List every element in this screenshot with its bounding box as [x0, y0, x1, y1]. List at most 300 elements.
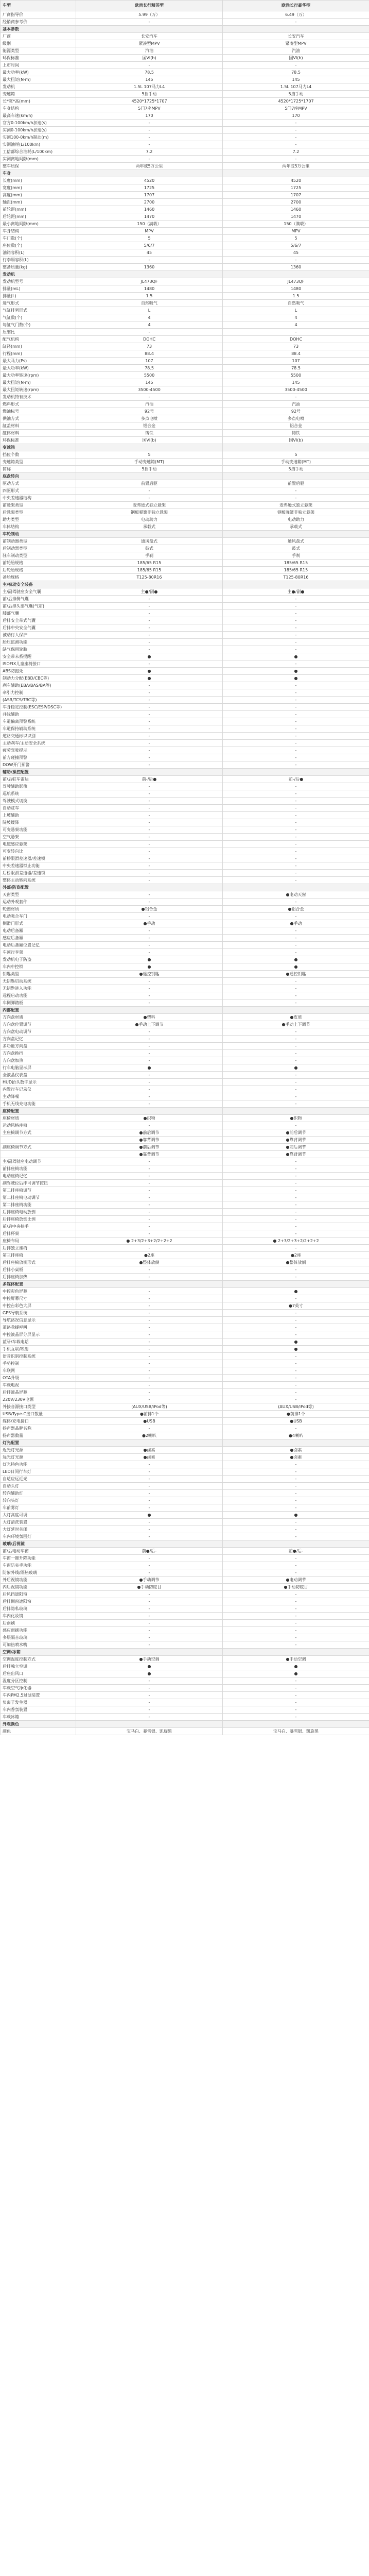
model-1-value-cell: -	[76, 257, 223, 264]
model-2-value-cell: -	[223, 985, 369, 992]
model-1-value-cell	[76, 26, 223, 33]
table-row	[1, 293, 369, 300]
model-1-value-cell: -	[76, 1317, 223, 1324]
model-1-value-cell: ●卤素	[76, 1447, 223, 1454]
spec-label-cell: 远程启动功能	[1, 992, 76, 999]
model-2-value-cell: 前-/后●	[223, 776, 369, 783]
spec-label-cell: 车联网	[1, 1367, 76, 1375]
model-1-value-cell: -	[76, 790, 223, 798]
model-1-value-cell: 1725	[76, 184, 223, 192]
model-1-value-cell: -	[76, 1266, 223, 1274]
table-row	[1, 466, 369, 473]
spec-label-cell: 行李厢容积(L)	[1, 257, 76, 264]
model-2-value-cell: -	[223, 812, 369, 819]
table-row	[1, 992, 369, 999]
model-2-value-cell: 78.5	[223, 69, 369, 76]
spec-label-cell: 前轮距(mm)	[1, 206, 76, 213]
spec-label-cell: 可变悬架功能	[1, 826, 76, 834]
model-1-value-cell: ●手动调节	[76, 1577, 223, 1584]
model-1-value-cell: -	[76, 596, 223, 603]
table-row	[1, 1310, 369, 1317]
model-2-value-cell: -	[223, 624, 369, 632]
spec-label-cell: 手机无线充电功能	[1, 1100, 76, 1108]
model-1-value-cell: -	[76, 1519, 223, 1526]
model-2-value-cell: ●USB	[223, 1418, 369, 1425]
model-1-value-cell: 1480	[76, 285, 223, 293]
table-row	[1, 1367, 369, 1375]
model-2-value-cell: 4	[223, 314, 369, 321]
table-row	[1, 1353, 369, 1360]
table-row	[1, 1620, 369, 1627]
table-row	[1, 560, 369, 567]
table-row	[1, 1295, 369, 1302]
table-row	[1, 509, 369, 516]
spec-label-cell: 座位数(个)	[1, 242, 76, 249]
model-1-value-cell: -	[76, 19, 223, 26]
table-row	[1, 855, 369, 862]
table-row	[1, 1699, 369, 1706]
model-1-value-cell: -	[76, 1324, 223, 1331]
model-2-value-cell: MPV	[223, 228, 369, 235]
table-row	[1, 62, 369, 69]
section-header-row	[1, 1108, 369, 1115]
model-2-value-cell: 88.4	[223, 350, 369, 358]
model-1-value-cell	[76, 1108, 223, 1115]
model-1-value-cell: -	[76, 1187, 223, 1194]
model-2-value-cell: -	[223, 120, 369, 127]
spec-label-cell: 中央差速器结构	[1, 495, 76, 502]
model-2-value-cell	[223, 531, 369, 538]
spec-label-cell: 巡航系统	[1, 790, 76, 798]
spec-label-cell: 中控屏幕尺寸	[1, 1295, 76, 1302]
spec-label-cell: 灯光特色功能	[1, 1461, 76, 1468]
model-2-value-cell: -	[223, 1317, 369, 1324]
spec-label-cell: HUD抬头数字显示	[1, 1079, 76, 1086]
model-1-value-cell: -	[76, 935, 223, 942]
model-2-value-cell: -	[223, 1079, 369, 1086]
model-1-value-cell: -	[76, 740, 223, 747]
table-row	[1, 1389, 369, 1396]
table-row	[1, 675, 369, 682]
table-row	[1, 812, 369, 819]
model-2-value-cell: 4520	[223, 177, 369, 184]
model-1-value-cell	[76, 170, 223, 177]
spec-label-cell: 中控彩色屏幕	[1, 1288, 76, 1295]
spec-label-cell: 外后视镜功能	[1, 1577, 76, 1584]
table-row	[1, 1324, 369, 1331]
model-2-value-cell: -	[223, 596, 369, 603]
table-row	[1, 1050, 369, 1057]
model-2-value-cell: ●电动调节	[223, 1577, 369, 1584]
spec-label-cell: 车载空气净化器	[1, 1685, 76, 1692]
table-row	[1, 91, 369, 98]
table-row	[1, 350, 369, 358]
model-1-value-cell: -	[76, 1331, 223, 1338]
spec-label-cell: 排量(mL)	[1, 285, 76, 293]
model-1-value-cell: -	[76, 783, 223, 790]
table-row	[1, 408, 369, 415]
table-row	[1, 213, 369, 221]
table-row	[1, 1418, 369, 1425]
table-row	[1, 184, 369, 192]
section-header-row	[1, 1439, 369, 1447]
model-1-value-cell	[76, 1649, 223, 1656]
model-1-value-cell: -	[76, 1382, 223, 1389]
model-1-value-cell: 钢板弹簧非独立悬架	[76, 509, 223, 516]
section-header-row	[1, 444, 369, 451]
table-row	[1, 610, 369, 617]
model-2-value-cell: -	[223, 1389, 369, 1396]
spec-label-cell: 语音识别控制系统	[1, 1353, 76, 1360]
table-row	[1, 1714, 369, 1721]
section-title: 发动机	[1, 271, 76, 278]
model-2-value-cell: -	[223, 718, 369, 725]
spec-label-cell: 缸盖材料	[1, 422, 76, 430]
spec-label-cell: 近光灯光源	[1, 1447, 76, 1454]
model-2-value-cell: -	[223, 1613, 369, 1620]
table-row	[1, 372, 369, 379]
model-1-value-cell: ●织物	[76, 1115, 223, 1122]
model-1-value-cell: -	[76, 855, 223, 862]
model-1-value-cell: 1470	[76, 213, 223, 221]
section-header-row	[1, 1721, 369, 1728]
model-1-value-cell: ●	[76, 653, 223, 660]
model-1-value-cell: -	[76, 1353, 223, 1360]
model-2-value-cell: 通风盘式	[223, 538, 369, 545]
model-2-value-cell: -	[223, 603, 369, 610]
spec-label-cell: 压缩比	[1, 329, 76, 336]
model-1-value-cell: 两年或5万公里	[76, 163, 223, 170]
spec-label-cell	[1, 1137, 76, 1144]
table-row	[1, 1605, 369, 1613]
model-1-value-cell: -	[76, 747, 223, 754]
spec-label-cell: 车道保持辅助系统	[1, 725, 76, 733]
model-2-value-cell: -	[223, 798, 369, 805]
model-2-value-cell: ●皮质	[223, 1014, 369, 1021]
spec-label-cell: 前悬架类型	[1, 502, 76, 509]
model-1-value-cell: -	[76, 826, 223, 834]
spec-label-cell: 座椅布局	[1, 1238, 76, 1245]
model-2-value-cell: 手刹	[223, 552, 369, 560]
table-row	[1, 891, 369, 899]
table-row	[1, 848, 369, 855]
table-row	[1, 870, 369, 877]
table-row	[1, 134, 369, 141]
table-row	[1, 942, 369, 949]
model-2-value-cell: 1480	[223, 285, 369, 293]
model-1-value-cell: -	[76, 487, 223, 495]
spec-label-cell: 发动机电子防盗	[1, 956, 76, 963]
spec-label-cell: 车身稳定控制(ESC/ESP/DSC等)	[1, 704, 76, 711]
spec-label-cell: 上坡辅助	[1, 812, 76, 819]
model-1-value-cell: 3500-4500	[76, 386, 223, 394]
model-1-value-cell: ●	[76, 1512, 223, 1519]
model-2-value-cell: 1.5	[223, 293, 369, 300]
table-row	[1, 906, 369, 913]
model-1-value-cell: 国VI(b)	[76, 437, 223, 444]
model-1-value-cell: -	[76, 1223, 223, 1230]
model-1-value-cell: 170	[76, 112, 223, 120]
model-1-value-cell: 5门7座MPV	[76, 105, 223, 112]
table-row	[1, 523, 369, 531]
table-row	[1, 660, 369, 668]
model-1-value-cell: -	[76, 992, 223, 999]
table-row	[1, 1490, 369, 1497]
model-1-value-cell: ●手动防眩目	[76, 1584, 223, 1591]
model-2-value-cell: 3500-4500	[223, 386, 369, 394]
model-1-value-cell: 前●/后-	[76, 1548, 223, 1555]
model-2-value-cell: -	[223, 1093, 369, 1100]
model-1-value-cell: ●2喇叭	[76, 1432, 223, 1439]
model-2-value-cell: -	[223, 646, 369, 653]
model-2-value-cell	[223, 884, 369, 891]
model-1-value-cell: -	[76, 639, 223, 646]
spec-label-cell: 车载冰箱	[1, 1714, 76, 1721]
table-row	[1, 148, 369, 156]
spec-label-cell: 配气机构	[1, 336, 76, 343]
spec-label-cell: 电动座椅记忆	[1, 1173, 76, 1180]
model-1-value-cell: -	[76, 617, 223, 624]
model-2-value-cell: -	[223, 1504, 369, 1512]
table-row	[1, 1411, 369, 1418]
table-row	[1, 33, 369, 40]
spec-label-cell: 方向盘材质	[1, 1014, 76, 1021]
model-1-value-cell: -	[76, 689, 223, 697]
model-1-value-cell: -	[76, 1490, 223, 1497]
spec-label-cell: 电磁感应悬架	[1, 841, 76, 848]
model-2-value-cell: -	[223, 1526, 369, 1533]
spec-label-cell: 后排中央安全气囊	[1, 624, 76, 632]
spec-label-cell: 道路救援呼叫	[1, 1324, 76, 1331]
model-1-value-cell: -	[76, 1036, 223, 1043]
table-row	[1, 358, 369, 365]
model-2-value-cell: -	[223, 1555, 369, 1562]
model-2-value-cell: 107	[223, 358, 369, 365]
table-row	[1, 1302, 369, 1310]
model-2-value-cell: -	[223, 740, 369, 747]
model-2-value-cell: -	[223, 1043, 369, 1050]
table-row	[1, 1375, 369, 1382]
table-row	[1, 1476, 369, 1483]
spec-label-cell: 大灯高度可调	[1, 1512, 76, 1519]
model-2-value-cell: -	[223, 1483, 369, 1490]
table-row	[1, 228, 369, 235]
spec-label-cell: 最大扭矩转速(rpm)	[1, 386, 76, 394]
model-2-value-cell: -	[223, 877, 369, 884]
model-2-value-cell: -	[223, 1216, 369, 1223]
model-2-value-cell: 1470	[223, 213, 369, 221]
table-row	[1, 1382, 369, 1389]
table-row	[1, 761, 369, 769]
spec-label-cell: 排量(L)	[1, 293, 76, 300]
model-2-value-cell: 宝马白、暴雪银、凯旋黑	[223, 1728, 369, 1735]
model-2-value-cell	[223, 473, 369, 480]
table-row	[1, 1692, 369, 1699]
model-1-value-cell: -	[76, 1295, 223, 1302]
model-1-value-cell: -	[76, 1677, 223, 1685]
model-1-value-cell: -	[76, 1173, 223, 1180]
model-2-value-cell: -	[223, 62, 369, 69]
model-2-value-cell: -	[223, 1158, 369, 1165]
model-2-value-cell: -	[223, 1353, 369, 1360]
spec-label-cell: 车内中控锁	[1, 963, 76, 971]
spec-label-cell: 多层隔音玻璃	[1, 1634, 76, 1641]
spec-label-cell: 副驾驶位后排可调节按钮	[1, 1180, 76, 1187]
model-1-value-cell: JL473QF	[76, 278, 223, 285]
model-1-value-cell: -	[76, 1050, 223, 1057]
table-row	[1, 1331, 369, 1338]
table-row	[1, 617, 369, 624]
model-1-value-cell: -	[76, 1209, 223, 1216]
spec-label-cell: 官方0-100km/h加速(s)	[1, 120, 76, 127]
table-row	[1, 242, 369, 249]
spec-label-cell: LED日间行车灯	[1, 1468, 76, 1476]
spec-label-cell: 前/后电动车窗	[1, 1548, 76, 1555]
spec-label-cell: 前方碰撞预警	[1, 754, 76, 761]
table-row	[1, 862, 369, 870]
spec-label-cell: 蓝牙/车载电话	[1, 1338, 76, 1346]
table-row	[1, 1670, 369, 1677]
model-1-value-cell: -	[76, 1274, 223, 1281]
model-1-value-cell: -	[76, 834, 223, 841]
table-row	[1, 999, 369, 1007]
model-1-value-cell: -	[76, 1620, 223, 1627]
model-2-value-cell: ●前后调节	[223, 1129, 369, 1137]
model-2-value-cell: -	[223, 1396, 369, 1403]
table-row	[1, 1454, 369, 1461]
table-row	[1, 437, 369, 444]
model-1-value-cell: -	[76, 1194, 223, 1201]
table-row	[1, 1187, 369, 1194]
model-1-value-cell: -	[76, 1165, 223, 1173]
model-2-value-cell: -	[223, 257, 369, 264]
model-2-value-cell: -	[223, 1641, 369, 1649]
spec-label-cell: 电动后备厢	[1, 927, 76, 935]
model-1-value-cell: 铸铁	[76, 430, 223, 437]
spec-label-cell: 挡位个数	[1, 451, 76, 459]
model-1-value-cell: -	[76, 1569, 223, 1577]
table-row	[1, 567, 369, 574]
model-1-value-cell: ●铝合金	[76, 906, 223, 913]
model-2-value-cell: 麦弗逊式独立悬架	[223, 502, 369, 509]
model-1-value-cell: -	[76, 141, 223, 148]
table-row	[1, 899, 369, 906]
model-2-value-cell: 1725	[223, 184, 369, 192]
spec-label-cell: 主动降噪	[1, 1093, 76, 1100]
spec-label-cell: 远光灯光源	[1, 1454, 76, 1461]
table-row	[1, 480, 369, 487]
model-1-value-cell: 5	[76, 451, 223, 459]
section-title: 底盘转向	[1, 473, 76, 480]
spec-label-cell: 第二排座椅功能	[1, 1201, 76, 1209]
model-1-value-cell: -	[76, 1634, 223, 1641]
table-row	[1, 1137, 369, 1144]
spec-label-cell: 长*宽*高(mm)	[1, 98, 76, 105]
model-2-value-cell: -	[223, 704, 369, 711]
model-1-value-cell: -	[76, 1201, 223, 1209]
table-row	[1, 1158, 369, 1165]
model-2-value-cell: 7.2	[223, 148, 369, 156]
model-1-value-cell: 5/6/7	[76, 242, 223, 249]
table-row	[1, 1086, 369, 1093]
table-row	[1, 1266, 369, 1274]
model-2-value-cell: -	[223, 761, 369, 769]
table-row	[1, 163, 369, 170]
model-2-value-cell: ●靠背调节	[223, 1137, 369, 1144]
model-2-value-cell: -	[223, 790, 369, 798]
table-row	[1, 574, 369, 581]
model-1-value-cell: ●塑料	[76, 1014, 223, 1021]
model-1-value-cell	[76, 884, 223, 891]
model-2-value-cell: -	[223, 1036, 369, 1043]
spec-label-cell: 转向头灯	[1, 1497, 76, 1504]
section-header-row	[1, 1540, 369, 1548]
table-row	[1, 221, 369, 228]
model-1-value-cell: 紧凑型MPV	[76, 40, 223, 47]
model-2-value-cell: -	[223, 1165, 369, 1173]
spec-label-cell: 无钥匙启动系统	[1, 978, 76, 985]
model-1-value-cell: -	[76, 1079, 223, 1086]
table-row	[1, 394, 369, 401]
spec-label-cell: 侧滑门形式	[1, 920, 76, 927]
table-row	[1, 790, 369, 798]
model-1-value-cell: -	[76, 1389, 223, 1396]
spec-label-cell: 刹车辅助(EBA/BAS/BA等)	[1, 682, 76, 689]
table-row	[1, 913, 369, 920]
table-row	[1, 718, 369, 725]
spec-label-cell: 方向盘换挡	[1, 1050, 76, 1057]
header-model-2-cell: 欧尚长行豪华型	[223, 1, 369, 11]
model-1-value-cell: 手动变速箱(MT)	[76, 459, 223, 466]
table-row	[1, 1346, 369, 1353]
model-2-value-cell: ●遥控钥匙	[223, 971, 369, 978]
model-2-value-cell: -	[223, 1692, 369, 1699]
spec-label-cell: 驾驶辅助影像	[1, 783, 76, 790]
spec-label-cell: 车内化妆镜	[1, 1613, 76, 1620]
model-2-value-cell: ●卤素	[223, 1454, 369, 1461]
table-row	[1, 495, 369, 502]
spec-label-cell: 运动风格座椅	[1, 1122, 76, 1129]
model-1-value-cell: ●手动上下调节	[76, 1021, 223, 1028]
model-2-value-cell: 150（满载）	[223, 221, 369, 228]
spec-label-cell: 电动吸合车门	[1, 913, 76, 920]
section-header-row	[1, 581, 369, 588]
table-row	[1, 156, 369, 163]
model-1-value-cell: ●	[76, 1064, 223, 1072]
table-row	[1, 69, 369, 76]
spec-label-cell: 前轮胎规格	[1, 560, 76, 567]
table-row	[1, 141, 369, 148]
table-row	[1, 805, 369, 812]
model-1-value-cell: 宝马白、暴雪银、凯旋黑	[76, 1728, 223, 1735]
model-2-value-cell: ●	[223, 1663, 369, 1670]
table-row	[1, 415, 369, 422]
model-1-value-cell	[76, 1439, 223, 1447]
model-1-value-cell: -	[76, 1533, 223, 1540]
spec-label-cell: 主/副驾驶座电动调节	[1, 1158, 76, 1165]
spec-label-cell: ISOFIX儿童座椅接口	[1, 660, 76, 668]
model-1-value-cell: ●	[76, 668, 223, 675]
model-1-value-cell: -	[76, 927, 223, 935]
model-1-value-cell: -	[76, 754, 223, 761]
model-2-value-cell	[223, 271, 369, 278]
model-1-value-cell: -	[76, 1028, 223, 1036]
model-2-value-cell: 承载式	[223, 523, 369, 531]
table-row	[1, 422, 369, 430]
table-row	[1, 1396, 369, 1403]
model-2-value-cell: -	[223, 949, 369, 956]
table-row	[1, 603, 369, 610]
